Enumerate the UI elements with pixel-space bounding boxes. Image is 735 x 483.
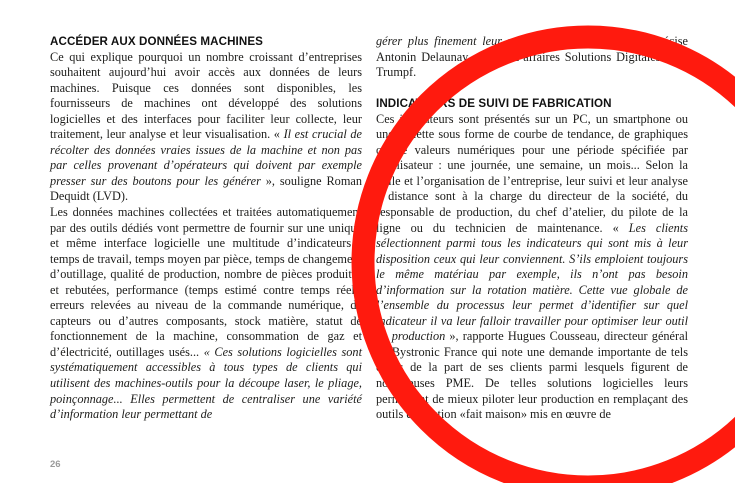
quote-text: « Ces solutions logicielles sont systématiquement accessibles à tous types de clients qui utilisent des machines-outils pour la découpe laser, le pliage, poinçonnage... Elles permettent de centraliser une variété d’information leur permettant de [50, 344, 362, 422]
quote-text: Il est crucial de récolter des données vraies issues de la machine et non pas par celles provenant d’opérateurs qui doivent par exemple presser sur des boutons pour les générer [50, 127, 362, 188]
section-heading-machine-data: ACCÉDER AUX DONNÉES MACHINES [50, 35, 264, 48]
paragraph-text: Les données machines collectées et traitées automatiquement par des outils dédiés vont permettre de fournir sur une unique et même interface logicielle une multitude d’indicateurs : temps de travail, temps moyen par pièce, temps de changement d’outillage, qualité de production, nombre de pièces produites et rebutées, performance (temps estimé contre temps réel), erreurs relevées au niveau de la commande numérique, de capteurs ou d’autres composants, stock matière, statut de fonctionnement de la machine, consommation de gaz et d’électricité, outillages usés... [50, 205, 362, 359]
paragraph-indicators-presentation [376, 112, 688, 423]
page-number: 26 [50, 459, 61, 470]
paragraph-text: », rapporte Hugues Cousseau, directeur général de Bystronic France qui note une demande importante de tels outils de la part de ses clients parmi lesquels figurent de nombreuses PME. De telles solutions logicielles leurs permettent de mieux piloter leur production en remplaçant des outils de gestion «fait maison» mis en œuvre de [376, 329, 688, 422]
paragraph-text: », souligne Roman Dequidt (LVD). [50, 173, 362, 204]
paragraph-indicators-list [50, 205, 362, 423]
paragraph-text: précise Antonin Delaunay, chargé d’affaires Solutions Digitales chez Trumpf. [376, 34, 688, 80]
section-heading-tracking-indicators: INDICATEURS DE SUIVI DE FABRICATION [376, 97, 612, 111]
left-column [50, 34, 362, 423]
paragraph-machine-data-intro [50, 50, 362, 205]
paragraph-continued-quote [376, 34, 688, 81]
right-column [376, 34, 688, 423]
quote-text: gérer plus finement leur production et leur stock », [376, 34, 648, 48]
paragraph-text: Ce qui explique pourquoi un nombre croissant d’entreprises souhaitent aujourd’hui avoir accès aux données de leurs machines. Puisque ces données sont disponibles, les fournisseurs de machines ont développé des solutions logicielles et des interfaces pour faciliter leur collecte, leur traitement, leur analyse et leur visualisation. « [50, 49, 362, 142]
paragraph-gap [376, 81, 688, 97]
paragraph-text: Ces indicateurs sont présentés sur un PC, un smartphone ou une tablette sous forme de courbe de tendance, de graphiques ou de valeurs numériques pour une période spécifiée par l’utilisateur : une journée, une semaine, un mois... Selon la taille et l’organisation de l’entreprise, leur suivi et leur analyse à distance sont à la charge du directeur de la société, du responsable de production, du chef d’atelier, du pilote de la ligne ou du technicien de maintenance. « [376, 111, 688, 235]
quote-text: Les clients sélectionnent parmi tous les indicateurs qui sont mis à leur disposition ceux qui leur conviennent. S’ils emploient toujours le même matériau par exemple, ils n’ont pas besoin d’information sur la rotation matière. Cette vue globale de l’ensemble du processus leur permet d’identifier sur quel indicateur il va leur falloir travailler pour optimiser leur outil de production [376, 220, 688, 344]
